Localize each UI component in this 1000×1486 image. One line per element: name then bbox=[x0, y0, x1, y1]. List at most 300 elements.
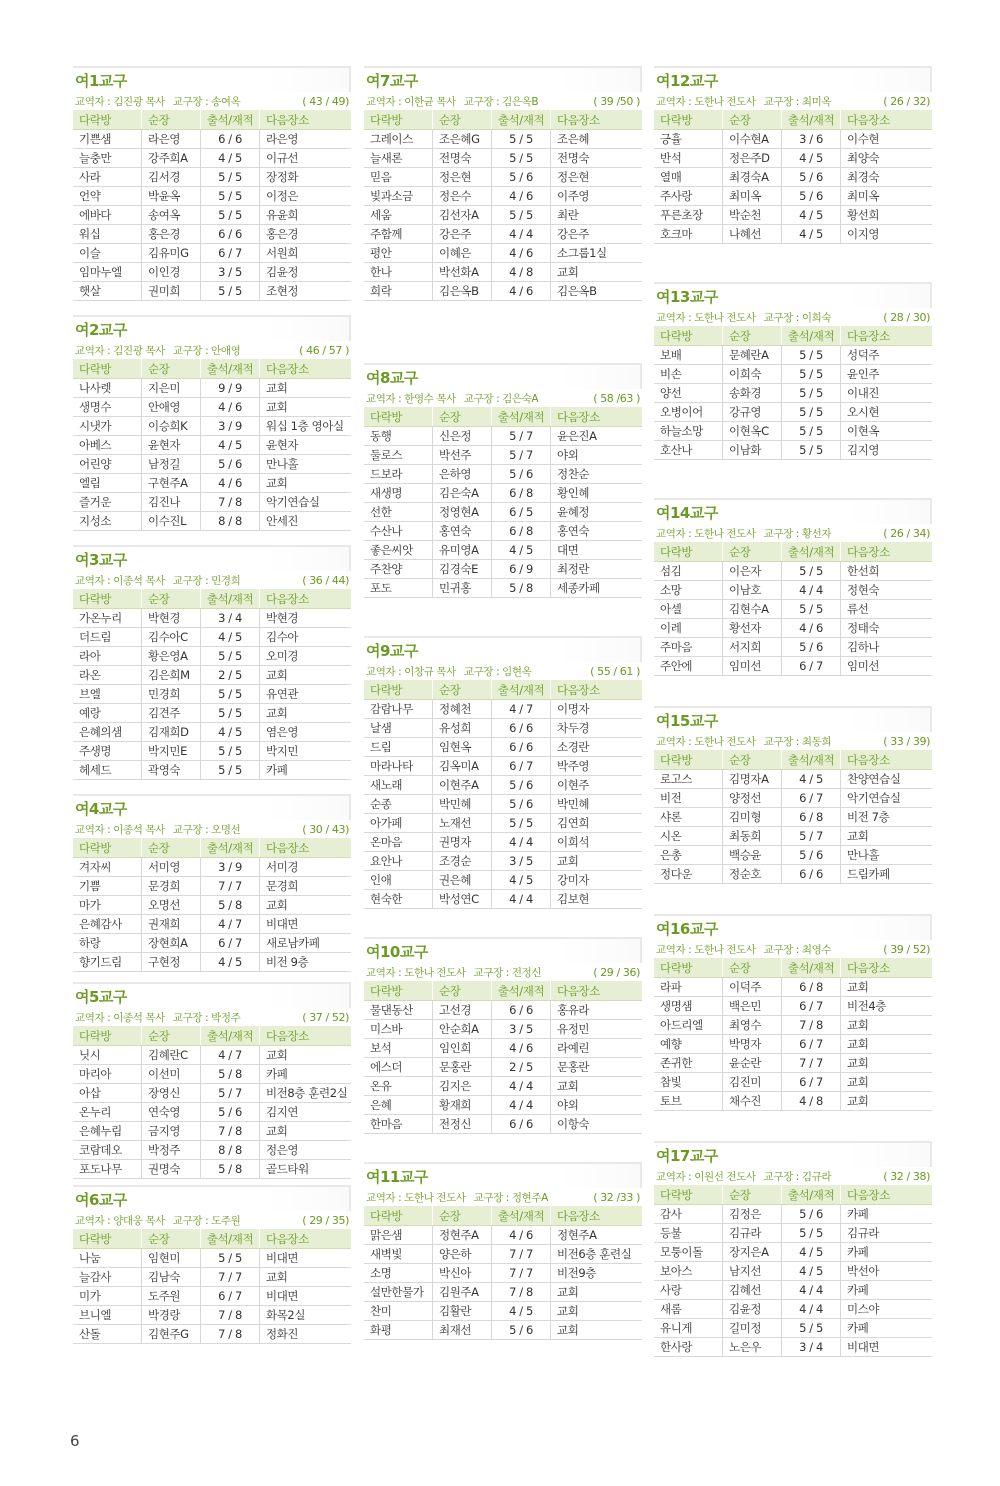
table-row bbox=[364, 446, 642, 465]
pastor-label: 교역자 : 이종석 목사 bbox=[75, 574, 165, 587]
table-row bbox=[73, 512, 351, 531]
group-name-cell: 아가페 bbox=[364, 814, 433, 833]
leader-cell: 김규라 bbox=[723, 1224, 782, 1243]
next-place-cell: 교회 bbox=[841, 1035, 933, 1054]
leader-cell: 유미영A bbox=[433, 541, 492, 560]
leader-cell: 문홍란 bbox=[433, 1058, 492, 1077]
attendance-cell: 5 / 5 bbox=[782, 1224, 841, 1243]
attendance-cell: 9 / 9 bbox=[201, 379, 260, 398]
group-name-cell: 새생명 bbox=[364, 484, 433, 503]
district-group bbox=[73, 66, 351, 301]
group-name-cell: 반석 bbox=[654, 149, 723, 168]
next-place-cell: 야외 bbox=[551, 1096, 643, 1115]
next-place-cell: 윤혜정 bbox=[551, 503, 643, 522]
group-name-cell: 아드리엘 bbox=[654, 1016, 723, 1035]
district-info bbox=[73, 341, 351, 359]
leader-cell: 김옥미A bbox=[433, 757, 492, 776]
attendance-cell: 5 / 6 bbox=[492, 168, 551, 187]
leader-cell: 김남숙 bbox=[142, 1268, 201, 1287]
table-row bbox=[73, 455, 351, 474]
group-name-cell: 주안에 bbox=[654, 657, 723, 676]
column-header: 순장 bbox=[433, 110, 492, 130]
next-place-cell: 카페 bbox=[841, 1243, 933, 1262]
column-header: 순장 bbox=[433, 981, 492, 1001]
leader-cell: 백승윤 bbox=[723, 846, 782, 865]
group-name-cell: 새노래 bbox=[364, 776, 433, 795]
attendance-cell: 6 / 7 bbox=[492, 757, 551, 776]
column-header: 다락방 bbox=[654, 750, 723, 770]
leader-cell: 홍은경 bbox=[142, 225, 201, 244]
attendance-cell: 7 / 8 bbox=[201, 493, 260, 512]
leader-cell: 김유미G bbox=[142, 244, 201, 263]
next-place-cell: 교회 bbox=[260, 1268, 352, 1287]
column-header: 다음장소 bbox=[551, 680, 643, 700]
attendance-cell: 5 / 6 bbox=[782, 168, 841, 187]
column-header: 출석/재적 bbox=[782, 750, 841, 770]
attendance-cell: 4 / 6 bbox=[782, 619, 841, 638]
leader-cell: 박현경 bbox=[142, 609, 201, 628]
district-info bbox=[364, 389, 642, 407]
next-place-cell: 찬양연습실 bbox=[841, 770, 933, 789]
column-header: 순장 bbox=[433, 407, 492, 427]
attendance-count: ( 32 /33 ) bbox=[593, 1190, 640, 1204]
table-row bbox=[364, 484, 642, 503]
attendance-cell: 5 / 6 bbox=[492, 465, 551, 484]
next-place-cell: 새로남카페 bbox=[260, 934, 352, 953]
next-place-cell: 박선아 bbox=[841, 1262, 933, 1281]
district-group bbox=[654, 914, 932, 1111]
district-group bbox=[73, 315, 351, 531]
table-row bbox=[364, 700, 642, 719]
column-header: 다락방 bbox=[364, 110, 433, 130]
table-row bbox=[364, 465, 642, 484]
leader-cell: 노재선 bbox=[433, 814, 492, 833]
group-name-cell: 한마음 bbox=[364, 1115, 433, 1134]
table-row bbox=[654, 827, 932, 846]
group-name-cell: 빛과소금 bbox=[364, 187, 433, 206]
table-row bbox=[73, 1249, 351, 1268]
attendance-cell: 4 / 5 bbox=[782, 1262, 841, 1281]
district-group bbox=[73, 794, 351, 972]
column-header: 순장 bbox=[433, 680, 492, 700]
next-place-cell: 정은현 bbox=[551, 168, 643, 187]
leader-label: 교구장 : 최영수 bbox=[763, 943, 832, 956]
leader-cell: 박성연C bbox=[433, 890, 492, 909]
attendance-cell: 6 / 8 bbox=[492, 484, 551, 503]
table-row bbox=[364, 1058, 642, 1077]
column-1 bbox=[73, 66, 351, 1344]
column-header: 다락방 bbox=[73, 589, 142, 609]
next-place-cell: 오미경 bbox=[260, 647, 352, 666]
district-group bbox=[654, 66, 932, 244]
group-name-cell: 동행 bbox=[364, 427, 433, 446]
table-row bbox=[364, 187, 642, 206]
leader-cell: 이인경 bbox=[142, 263, 201, 282]
attendance-cell: 5 / 5 bbox=[782, 422, 841, 441]
pastor-label: 교역자 : 이창규 목사 bbox=[366, 665, 456, 678]
leader-label: 교구장 : 김은옥B bbox=[463, 95, 539, 108]
district-table bbox=[364, 981, 642, 1134]
table-row bbox=[73, 1325, 351, 1344]
leader-cell: 박신아 bbox=[433, 1264, 492, 1283]
attendance-cell: 4 / 8 bbox=[492, 263, 551, 282]
table-row bbox=[654, 1319, 932, 1338]
next-place-cell: 교회 bbox=[551, 1302, 643, 1321]
next-place-cell: 교회 bbox=[551, 1077, 643, 1096]
attendance-cell: 6 / 6 bbox=[201, 225, 260, 244]
leader-cell: 권은혜 bbox=[433, 871, 492, 890]
table-row bbox=[73, 398, 351, 417]
group-name-cell: 참빛 bbox=[654, 1073, 723, 1092]
next-place-cell: 황인혜 bbox=[551, 484, 643, 503]
table-row bbox=[364, 225, 642, 244]
group-name-cell: 시온 bbox=[654, 827, 723, 846]
table-row bbox=[364, 871, 642, 890]
attendance-count: ( 46 / 57 ) bbox=[299, 343, 349, 357]
column-header: 다락방 bbox=[364, 981, 433, 1001]
group-name-cell: 은총 bbox=[654, 846, 723, 865]
group-name-cell: 맑은샘 bbox=[364, 1226, 433, 1245]
attendance-cell: 5 / 5 bbox=[782, 1319, 841, 1338]
table-row bbox=[73, 628, 351, 647]
group-name-cell: 더드림 bbox=[73, 628, 142, 647]
next-place-cell: 홍연숙 bbox=[551, 522, 643, 541]
pastor-label: 교역자 : 도한나 전도사 bbox=[366, 966, 466, 979]
group-name-cell: 이슬 bbox=[73, 244, 142, 263]
table-row bbox=[654, 1262, 932, 1281]
next-place-cell: 교회 bbox=[551, 263, 643, 282]
attendance-cell: 6 / 7 bbox=[782, 657, 841, 676]
next-place-cell: 한선희 bbox=[841, 562, 933, 581]
group-name-cell: 토브 bbox=[654, 1092, 723, 1111]
attendance-cell: 6 / 6 bbox=[492, 1115, 551, 1134]
group-name-cell: 선한 bbox=[364, 503, 433, 522]
table-header-row bbox=[364, 407, 642, 427]
district-title: 여7교구 bbox=[364, 66, 642, 92]
table-row bbox=[73, 474, 351, 493]
next-place-cell: 이희석 bbox=[551, 833, 643, 852]
district-group bbox=[364, 937, 642, 1134]
table-row bbox=[73, 149, 351, 168]
leader-cell: 권재희 bbox=[142, 915, 201, 934]
attendance-cell: 4 / 4 bbox=[492, 225, 551, 244]
table-row bbox=[654, 1073, 932, 1092]
group-name-cell: 기쁨 bbox=[73, 877, 142, 896]
column-header: 다락방 bbox=[654, 110, 723, 130]
group-name-cell: 열매 bbox=[654, 168, 723, 187]
next-place-cell: 유연관 bbox=[260, 685, 352, 704]
table-row bbox=[73, 1122, 351, 1141]
column-header: 다락방 bbox=[364, 407, 433, 427]
next-place-cell: 조현정 bbox=[260, 282, 352, 301]
district-title: 여8교구 bbox=[364, 363, 642, 389]
leader-cell: 조경순 bbox=[433, 852, 492, 871]
leader-cell: 김윤정 bbox=[723, 1300, 782, 1319]
table-header-row bbox=[364, 110, 642, 130]
next-place-cell: 교회 bbox=[841, 827, 933, 846]
next-place-cell: 교회 bbox=[841, 1073, 933, 1092]
district-group bbox=[73, 982, 351, 1179]
district-info bbox=[73, 820, 351, 838]
attendance-cell: 5 / 5 bbox=[782, 384, 841, 403]
next-place-cell: 카페 bbox=[260, 1065, 352, 1084]
attendance-count: ( 55 / 61 ) bbox=[590, 664, 640, 678]
district-title: 여6교구 bbox=[73, 1185, 351, 1211]
leader-cell: 채수진 bbox=[723, 1092, 782, 1111]
leader-label: 교구장 : 이희숙 bbox=[763, 311, 832, 324]
leader-cell: 김원주A bbox=[433, 1283, 492, 1302]
leader-cell: 정순호 bbox=[723, 865, 782, 884]
table-header-row bbox=[73, 838, 351, 858]
group-name-cell: 에스더 bbox=[364, 1058, 433, 1077]
table-row bbox=[364, 1115, 642, 1134]
next-place-cell: 황선희 bbox=[841, 206, 933, 225]
leader-cell: 안순희A bbox=[433, 1020, 492, 1039]
next-place-cell: 정찬순 bbox=[551, 465, 643, 484]
leader-cell: 이혜은 bbox=[433, 244, 492, 263]
district-group bbox=[364, 363, 642, 598]
next-place-cell: 염은영 bbox=[260, 723, 352, 742]
attendance-cell: 5 / 5 bbox=[782, 441, 841, 460]
group-name-cell: 아삽 bbox=[73, 1084, 142, 1103]
group-name-cell: 라온 bbox=[73, 666, 142, 685]
next-place-cell: 교회 bbox=[260, 398, 352, 417]
group-name-cell: 화평 bbox=[364, 1321, 433, 1340]
attendance-cell: 4 / 5 bbox=[492, 541, 551, 560]
leader-label: 교구장 : 민경희 bbox=[172, 574, 241, 587]
table-row bbox=[364, 738, 642, 757]
leader-cell: 김진미 bbox=[723, 1073, 782, 1092]
group-name-cell: 산돌 bbox=[73, 1325, 142, 1344]
table-row bbox=[654, 149, 932, 168]
leader-cell: 김혜선 bbox=[723, 1281, 782, 1300]
next-place-cell: 임미선 bbox=[841, 657, 933, 676]
table-row bbox=[73, 379, 351, 398]
leader-cell: 김은옥B bbox=[433, 282, 492, 301]
district-title: 여12교구 bbox=[654, 66, 932, 92]
attendance-cell: 4 / 4 bbox=[492, 833, 551, 852]
group-name-cell: 긍휼 bbox=[654, 130, 723, 149]
next-place-cell: 윤인주 bbox=[841, 365, 933, 384]
attendance-cell: 5 / 6 bbox=[492, 795, 551, 814]
next-place-cell: 홍유라 bbox=[551, 1001, 643, 1020]
table-row bbox=[654, 1016, 932, 1035]
leader-label: 교구장 : 최동희 bbox=[763, 735, 832, 748]
next-place-cell: 골드타워 bbox=[260, 1160, 352, 1179]
table-header-row bbox=[654, 326, 932, 346]
table-row bbox=[654, 770, 932, 789]
next-place-cell: 정태숙 bbox=[841, 619, 933, 638]
leader-cell: 김현수A bbox=[723, 600, 782, 619]
table-row bbox=[654, 1300, 932, 1319]
table-row bbox=[364, 282, 642, 301]
table-row bbox=[654, 384, 932, 403]
leader-cell: 양정선 bbox=[723, 789, 782, 808]
next-place-cell: 이주영 bbox=[551, 187, 643, 206]
group-name-cell: 소명 bbox=[364, 1264, 433, 1283]
table-row bbox=[364, 1264, 642, 1283]
attendance-cell: 4 / 5 bbox=[201, 723, 260, 742]
column-header: 다락방 bbox=[73, 838, 142, 858]
group-name-cell: 늘충만 bbox=[73, 149, 142, 168]
attendance-cell: 5 / 5 bbox=[492, 814, 551, 833]
leader-cell: 전명숙 bbox=[433, 149, 492, 168]
next-place-cell: 교회 bbox=[551, 1321, 643, 1340]
attendance-cell: 7 / 7 bbox=[201, 1268, 260, 1287]
table-header-row bbox=[654, 1185, 932, 1205]
leader-cell: 최영수 bbox=[723, 1016, 782, 1035]
district-table bbox=[364, 110, 642, 301]
next-place-cell: 박지민 bbox=[260, 742, 352, 761]
attendance-cell: 4 / 6 bbox=[492, 1039, 551, 1058]
next-place-cell: 서원희 bbox=[260, 244, 352, 263]
leader-cell: 김미형 bbox=[723, 808, 782, 827]
attendance-cell: 5 / 5 bbox=[782, 365, 841, 384]
group-name-cell: 보석 bbox=[364, 1039, 433, 1058]
next-place-cell: 윤은진A bbox=[551, 427, 643, 446]
attendance-cell: 7 / 7 bbox=[492, 1245, 551, 1264]
next-place-cell: 안세진 bbox=[260, 512, 352, 531]
column-header: 순장 bbox=[142, 1026, 201, 1046]
attendance-cell: 4 / 6 bbox=[492, 187, 551, 206]
table-header-row bbox=[654, 958, 932, 978]
district-info bbox=[364, 1188, 642, 1206]
district-table bbox=[364, 1206, 642, 1340]
group-name-cell: 하늘소망 bbox=[654, 422, 723, 441]
attendance-cell: 7 / 8 bbox=[201, 1306, 260, 1325]
leader-cell: 연숙영 bbox=[142, 1103, 201, 1122]
next-place-cell: 정현숙 bbox=[841, 581, 933, 600]
next-place-cell: 만나홀 bbox=[841, 846, 933, 865]
leader-cell: 홍연숙 bbox=[433, 522, 492, 541]
attendance-cell: 4 / 7 bbox=[201, 1046, 260, 1065]
district-table bbox=[654, 326, 932, 460]
district-title: 여15교구 bbox=[654, 706, 932, 732]
district-table bbox=[73, 589, 351, 780]
next-place-cell: 카페 bbox=[841, 1281, 933, 1300]
group-name-cell: 닛시 bbox=[73, 1046, 142, 1065]
leader-cell: 김혜란C bbox=[142, 1046, 201, 1065]
leader-cell: 이희숙 bbox=[723, 365, 782, 384]
leader-cell: 박명자 bbox=[723, 1035, 782, 1054]
column-header: 출석/재적 bbox=[492, 981, 551, 1001]
column-header: 다락방 bbox=[654, 1185, 723, 1205]
attendance-cell: 6 / 9 bbox=[492, 560, 551, 579]
next-place-cell: 김지연 bbox=[260, 1103, 352, 1122]
pastor-label: 교역자 : 한영수 목사 bbox=[366, 392, 456, 405]
column-header: 다락방 bbox=[73, 1229, 142, 1249]
leader-cell: 김재희D bbox=[142, 723, 201, 742]
table-row bbox=[73, 609, 351, 628]
group-name-cell: 이레 bbox=[654, 619, 723, 638]
column-header: 출석/재적 bbox=[492, 407, 551, 427]
leader-label: 교구장 : 도주원 bbox=[172, 1214, 241, 1227]
table-header-row bbox=[364, 981, 642, 1001]
next-place-cell: 악기연습실 bbox=[260, 493, 352, 512]
next-place-cell: 이현주 bbox=[551, 776, 643, 795]
pastor-label: 교역자 : 김진광 목사 bbox=[75, 344, 165, 357]
group-name-cell: 코람데오 bbox=[73, 1141, 142, 1160]
district-title: 여17교구 bbox=[654, 1141, 932, 1167]
next-place-cell: 악기연습실 bbox=[841, 789, 933, 808]
group-name-cell: 온누리 bbox=[73, 1103, 142, 1122]
attendance-count: ( 29 / 35) bbox=[302, 1213, 349, 1227]
leader-label: 교구장 : 황선자 bbox=[763, 527, 832, 540]
leader-label: 교구장 : 김은숙A bbox=[463, 392, 539, 405]
leader-cell: 양은하 bbox=[433, 1245, 492, 1264]
next-place-cell: 미스야 bbox=[841, 1300, 933, 1319]
next-place-cell: 교회 bbox=[551, 852, 643, 871]
group-name-cell: 감람나무 bbox=[364, 700, 433, 719]
group-name-cell: 가온누리 bbox=[73, 609, 142, 628]
attendance-cell: 5 / 5 bbox=[201, 1249, 260, 1268]
table-row bbox=[364, 579, 642, 598]
table-row bbox=[364, 814, 642, 833]
table-row bbox=[654, 403, 932, 422]
leader-cell: 남지선 bbox=[723, 1262, 782, 1281]
table-row bbox=[73, 742, 351, 761]
table-row bbox=[73, 934, 351, 953]
column-header: 출석/재적 bbox=[201, 359, 260, 379]
group-name-cell: 양선 bbox=[654, 384, 723, 403]
group-name-cell: 그레이스 bbox=[364, 130, 433, 149]
next-place-cell: 만나홀 bbox=[260, 455, 352, 474]
attendance-cell: 5 / 5 bbox=[201, 742, 260, 761]
next-place-cell: 오시현 bbox=[841, 403, 933, 422]
table-row bbox=[364, 1321, 642, 1340]
leader-cell: 김현주G bbox=[142, 1325, 201, 1344]
leader-cell: 박선화A bbox=[433, 263, 492, 282]
column-header: 순장 bbox=[723, 542, 782, 562]
pastor-label: 교역자 : 양대웅 목사 bbox=[75, 1214, 165, 1227]
district-group bbox=[73, 1185, 351, 1344]
attendance-cell: 3 / 5 bbox=[492, 852, 551, 871]
attendance-cell: 5 / 5 bbox=[492, 149, 551, 168]
table-row bbox=[73, 206, 351, 225]
column-header: 다락방 bbox=[654, 326, 723, 346]
leader-cell: 권명숙 bbox=[142, 1160, 201, 1179]
next-place-cell: 라은영 bbox=[260, 130, 352, 149]
leader-cell: 구현정 bbox=[142, 953, 201, 972]
next-place-cell: 박주영 bbox=[551, 757, 643, 776]
column-header: 출석/재적 bbox=[201, 838, 260, 858]
table-row bbox=[364, 1096, 642, 1115]
column-header: 순장 bbox=[433, 1206, 492, 1226]
attendance-cell: 3 / 5 bbox=[492, 1020, 551, 1039]
group-name-cell: 라파 bbox=[654, 978, 723, 997]
column-header: 다락방 bbox=[364, 680, 433, 700]
column-header: 다음장소 bbox=[260, 110, 352, 130]
group-name-cell: 엘림 bbox=[73, 474, 142, 493]
attendance-cell: 4 / 4 bbox=[492, 1096, 551, 1115]
leader-cell: 이선미 bbox=[142, 1065, 201, 1084]
next-place-cell: 최정란 bbox=[551, 560, 643, 579]
column-header: 다음장소 bbox=[260, 1026, 352, 1046]
group-name-cell: 사랑 bbox=[654, 1281, 723, 1300]
next-place-cell: 류선 bbox=[841, 600, 933, 619]
group-name-cell: 믿음 bbox=[364, 168, 433, 187]
attendance-count: ( 29 / 36) bbox=[593, 965, 640, 979]
table-row bbox=[654, 997, 932, 1016]
table-row bbox=[654, 168, 932, 187]
attendance-cell: 7 / 8 bbox=[782, 1016, 841, 1035]
attendance-cell: 5 / 7 bbox=[201, 1084, 260, 1103]
next-place-cell: 문홍란 bbox=[551, 1058, 643, 1077]
attendance-cell: 6 / 7 bbox=[782, 997, 841, 1016]
pastor-label: 교역자 : 도한나 전도사 bbox=[656, 943, 756, 956]
column-header: 다음장소 bbox=[551, 1206, 643, 1226]
district-table bbox=[364, 407, 642, 598]
